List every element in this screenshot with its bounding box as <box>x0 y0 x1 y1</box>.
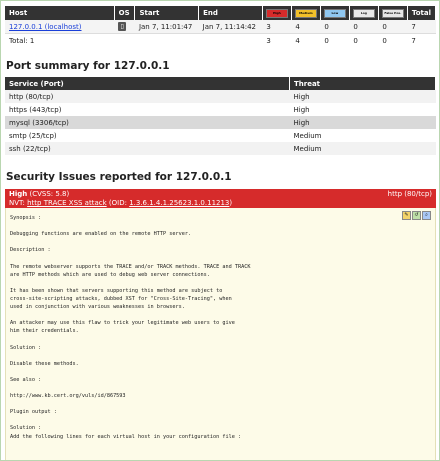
start-cell: Jan 7, 11:01:47 <box>135 20 199 34</box>
false-pos-badge: False Pos. <box>382 9 404 18</box>
col-host: Host <box>5 6 114 20</box>
host-summary-table <box>5 6 436 47</box>
port-row[interactable] <box>5 129 436 142</box>
end-cell: Jan 7, 11:14:42 <box>199 20 263 34</box>
note-icon[interactable]: ✎ <box>402 211 411 220</box>
log-count: 0 <box>349 20 378 34</box>
port-threat: High <box>290 116 436 129</box>
port-threat: Medium <box>290 129 436 142</box>
host-link[interactable]: 127.0.0.1 (localhost) <box>9 22 82 31</box>
port-row[interactable] <box>5 90 436 103</box>
total-false-pos: 0 <box>378 34 407 48</box>
summary-header-row <box>5 6 436 20</box>
os-icon: ▯ <box>118 22 126 31</box>
col-low <box>320 6 349 20</box>
host-row <box>5 20 436 34</box>
issue-severity-line <box>9 190 69 198</box>
oid-suffix: ) <box>229 199 233 207</box>
col-start: Start <box>135 6 199 20</box>
col-false-pos <box>378 6 407 20</box>
issue-service: http (80/tcp) <box>387 190 432 198</box>
col-threat: Threat <box>290 77 436 90</box>
port-header-row <box>5 77 436 90</box>
oid-link[interactable]: 1.3.6.1.4.1.25623.1.0.11213 <box>129 199 230 207</box>
low-count: 0 <box>320 20 349 34</box>
port-service: http (80/tcp) <box>5 90 290 103</box>
port-service: ssh (22/tcp) <box>5 142 290 155</box>
false-pos-count: 0 <box>378 20 407 34</box>
low-badge: Low <box>324 9 346 18</box>
security-issues-title: Security Issues reported for 127.0.0.1 <box>6 171 232 183</box>
col-end: End <box>199 6 263 20</box>
host-cell <box>5 20 114 34</box>
col-total: Total <box>407 6 435 20</box>
port-threat: High <box>290 103 436 116</box>
total-medium: 4 <box>291 34 320 48</box>
port-service: mysql (3306/tcp) <box>5 116 290 129</box>
port-summary-title: Port summary for 127.0.0.1 <box>6 60 170 72</box>
port-row[interactable] <box>5 103 436 116</box>
port-service: https (443/tcp) <box>5 103 290 116</box>
port-service: smtp (25/tcp) <box>5 129 290 142</box>
os-cell <box>114 20 135 34</box>
issue-body <box>5 208 436 461</box>
details-icon[interactable]: ⌕ <box>422 211 431 220</box>
issue-cvss: (CVSS: 5.8) <box>29 190 70 198</box>
total-log: 0 <box>349 34 378 48</box>
issue-header <box>5 189 436 208</box>
medium-badge: Medium <box>295 9 317 18</box>
oid-prefix: (OID: <box>108 199 127 207</box>
total-row <box>5 34 436 48</box>
nvt-link[interactable]: http TRACE XSS attack <box>27 199 107 207</box>
col-high <box>262 6 291 20</box>
col-log <box>349 6 378 20</box>
medium-count: 4 <box>291 20 320 34</box>
port-row[interactable] <box>5 116 436 129</box>
port-summary-table <box>5 77 436 155</box>
port-threat: Medium <box>290 142 436 155</box>
override-icon[interactable]: ↺ <box>412 211 421 220</box>
log-badge: Log <box>353 9 375 18</box>
port-row[interactable] <box>5 142 436 155</box>
port-threat: High <box>290 90 436 103</box>
col-service: Service (Port) <box>5 77 290 90</box>
total-high: 3 <box>262 34 291 48</box>
high-count: 3 <box>262 20 291 34</box>
col-medium <box>291 6 320 20</box>
issue-nvt-line <box>9 199 232 207</box>
issue-description: Synopsis : Debugging functions are enabled on the remote HTTP server. Description : The remote webserver supports the TRACE and/or TRACK methods. TRACE and TRACK are HTTP methods which are used to debug web server connections. It has been shown that servers supporting this method are subject to cross-site-scripting attacks, dubbed XST for "Cross-Site-Tracing", when used in conjunction with various weaknesses in browsers. An attacker may use this flaw to trick your legitimate web users to give him their credentials. Solution : Disable these methods. See also : http://www.kb.cert.org/vuls/id/867593 Plugin output : Solution : Add the following lines for each virtual host in your configuration file : <box>10 215 251 440</box>
nvt-label: NVT: <box>9 199 25 207</box>
total-label: Total: 1 <box>5 34 262 48</box>
high-badge: High <box>266 9 288 18</box>
total-low: 0 <box>320 34 349 48</box>
issue-severity: High <box>9 190 28 198</box>
col-os: OS <box>114 6 135 20</box>
total-total: 7 <box>407 34 435 48</box>
total-count: 7 <box>407 20 435 34</box>
